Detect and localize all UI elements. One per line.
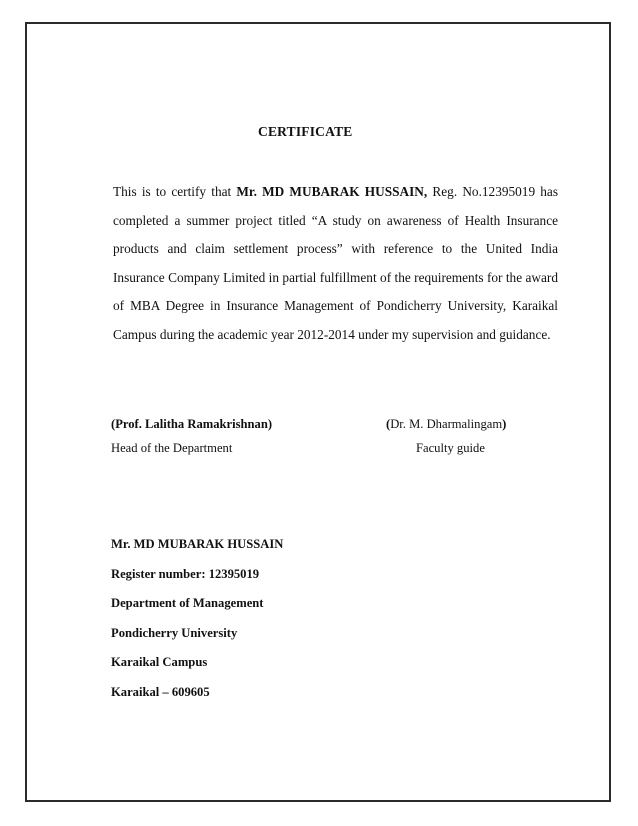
certificate-body [113, 178, 558, 350]
student-info-campus: Karaikal Campus [111, 655, 208, 669]
registration-number: Reg. No.12395019 [427, 184, 536, 199]
student-info-university: Pondicherry University [111, 625, 238, 640]
hod-name: (Prof. Lalitha Ramakrishnan) [111, 417, 273, 431]
certificate-title: CERTIFICATE [258, 124, 353, 139]
guide-open-paren: ( [386, 417, 391, 431]
body-rest: has completed a summer project titled “A study on awareness of Health Insurance products and claim settlement process” with reference to the United India Insurance Company Limited in partial fulfillment of the requirements for the award of MBA Degree in Insurance Management of Pondicherry University, Karaikal Campus during the academic year 2012-2014 under my supervision and guidance. [113, 184, 558, 342]
guide-name [386, 417, 506, 432]
guide-close-paren: ) [502, 417, 507, 431]
student-info-block [111, 530, 411, 707]
student-name-bold: Mr. MD MUBARAK HUSSAIN, [236, 184, 428, 199]
guide-name-text: Dr. M. Dharmalingam [390, 417, 503, 431]
body-intro: This is to certify that [113, 184, 237, 199]
student-info-department: Department of Management [111, 596, 264, 610]
student-info-register: Register number: 12395019 [111, 566, 260, 581]
student-info-city: Karaikal – 609605 [111, 684, 210, 699]
student-info-name: Mr. MD MUBARAK HUSSAIN [111, 537, 284, 551]
guide-role: Faculty guide [416, 441, 485, 455]
hod-role: Head of the Department [111, 441, 233, 455]
